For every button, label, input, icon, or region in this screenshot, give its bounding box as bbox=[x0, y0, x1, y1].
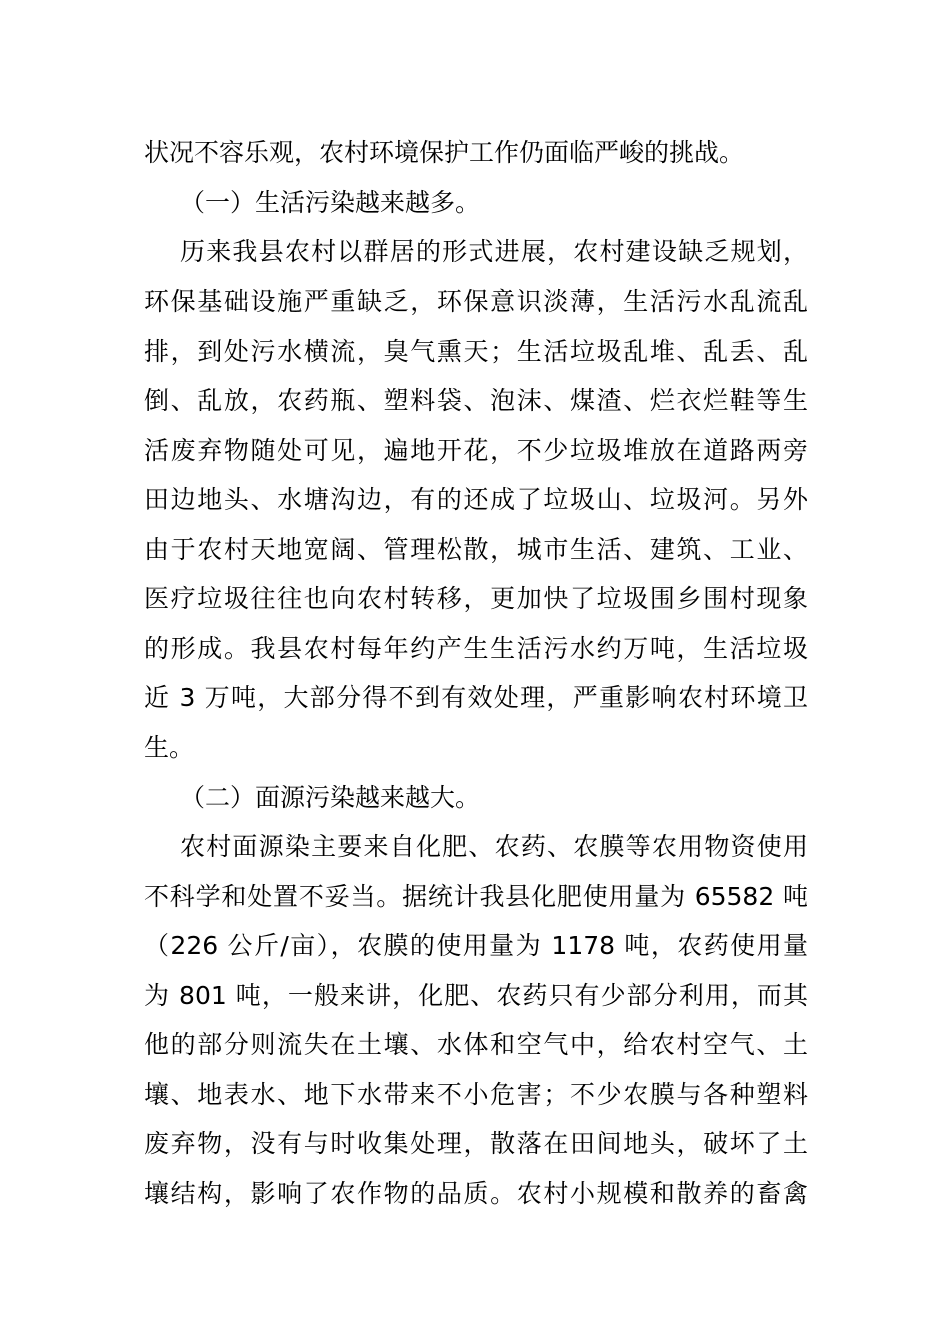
text-line-13: 生。 bbox=[144, 733, 195, 762]
text-line-18: 为 801 吨，一般来讲，化肥、农药只有少部分利用，而其 bbox=[144, 981, 808, 1010]
text-line-11: 的形成。我县农村每年约产生生活污水约万吨，生活垃圾 bbox=[144, 634, 808, 663]
text-line-10: 医疗垃圾往往也向农村转移，更加快了垃圾围乡围村现象 bbox=[144, 584, 808, 613]
text-line-6: 倒、乱放，农药瓶、塑料袋、泡沫、煤渣、烂衣烂鞋等生 bbox=[144, 386, 808, 415]
text-line-12: 近 3 万吨，大部分得不到有效处理，严重影响农村环境卫 bbox=[144, 683, 808, 712]
text-line-4: 环保基础设施严重缺乏，环保意识淡薄，生活污水乱流乱 bbox=[144, 287, 808, 316]
text-line-16: 不科学和处置不妥当。据统计我县化肥使用量为 65582 吨 bbox=[144, 882, 808, 911]
section-heading-1: （一）生活污染越来越多。 bbox=[180, 188, 481, 217]
text-line-8: 田边地头、水塘沟边，有的还成了垃圾山、垃圾河。另外 bbox=[144, 485, 808, 514]
section-heading-2: （二）面源污染越来越大。 bbox=[180, 783, 481, 812]
text-line-3: 历来我县农村以群居的形式进展，农村建设缺乏规划， bbox=[180, 237, 808, 266]
text-line-19: 他的部分则流失在土壤、水体和空气中，给农村空气、土 bbox=[144, 1030, 808, 1059]
text-line-7: 活废弃物随处可见，遍地开花，不少垃圾堆放在道路两旁 bbox=[144, 436, 808, 465]
text-line-17: （226 公斤/亩），农膜的使用量为 1178 吨，农药使用量 bbox=[144, 931, 808, 960]
text-line-22: 壤结构，影响了农作物的品质。农村小规模和散养的畜禽 bbox=[144, 1179, 808, 1208]
text-line-20: 壤、地表水、地下水带来不小危害；不少农膜与各种塑料 bbox=[144, 1080, 808, 1109]
text-line-21: 废弃物，没有与时收集处理，散落在田间地头，破坏了土 bbox=[144, 1129, 808, 1158]
text-line-1: 状况不容乐观，农村环境保护工作仍面临严峻的挑战。 bbox=[144, 138, 745, 167]
text-line-15: 农村面源染主要来自化肥、农药、农膜等农用物资使用 bbox=[180, 832, 808, 861]
text-line-5: 排，到处污水横流，臭气熏天；生活垃圾乱堆、乱丢、乱 bbox=[144, 337, 808, 366]
text-line-9: 由于农村天地宽阔、管理松散，城市生活、建筑、工业、 bbox=[144, 535, 808, 564]
